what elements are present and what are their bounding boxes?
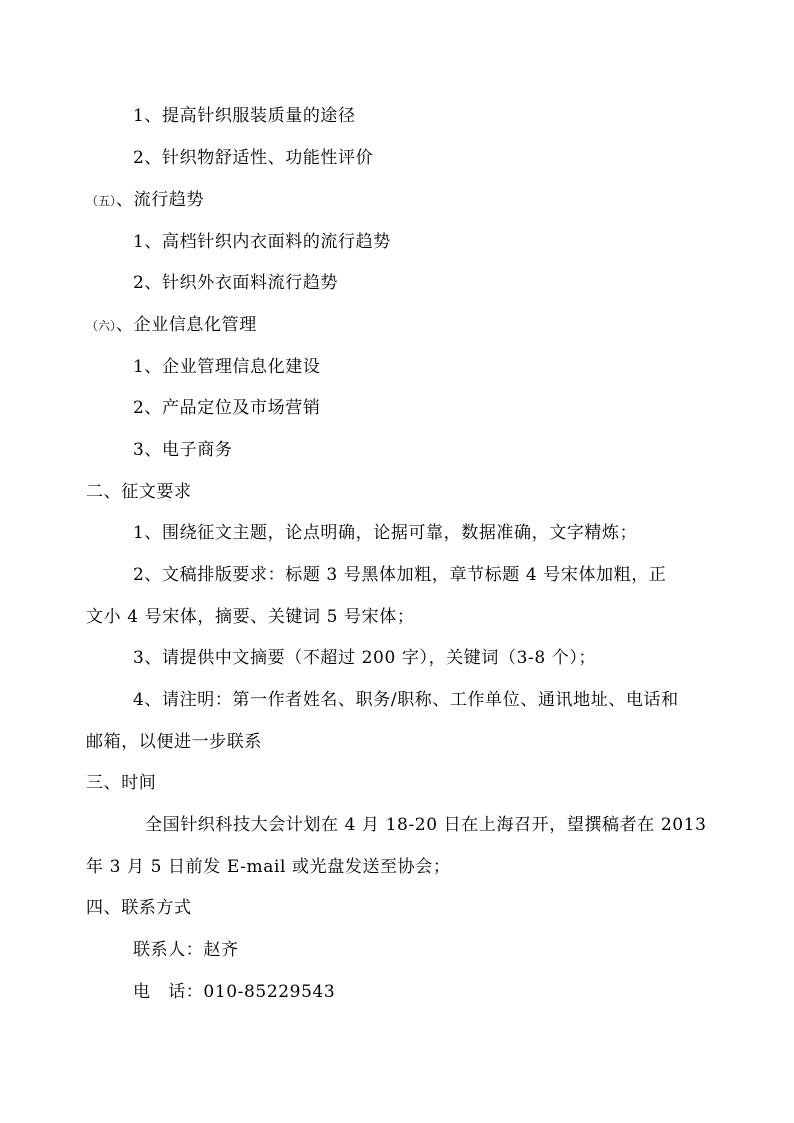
- contact-person: 联系人：赵齐: [133, 940, 239, 960]
- section-heading: 四、联系方式: [86, 898, 192, 918]
- section-heading: 三、时间: [86, 773, 157, 793]
- section-number: （五）: [86, 194, 117, 208]
- list-item: 1、企业管理信息化建设: [133, 357, 321, 377]
- list-item-continuation: 邮箱，以便进一步联系: [86, 732, 262, 752]
- list-item-continuation: 文小 4 号宋体，摘要、关键词 5 号宋体；: [86, 607, 415, 627]
- list-item: 1、高档针织内衣面料的流行趋势: [133, 232, 391, 252]
- list-item: 1、提高针织服装质量的途径: [133, 106, 356, 126]
- list-item: 2、文稿排版要求：标题 3 号黑体加粗，章节标题 4 号宋体加粗，正: [133, 565, 667, 585]
- list-item: 2、产品定位及市场营销: [133, 398, 321, 418]
- paragraph-continuation: 年 3 月 5 日前发 E-mail 或光盘发送至协会；: [86, 857, 451, 877]
- section-number: （六）: [86, 319, 117, 333]
- list-item: 2、针织外衣面料流行趋势: [133, 273, 339, 293]
- paragraph: 全国针织科技大会计划在 4 月 18-20 日在上海召开，望撰稿者在 2013: [145, 815, 707, 835]
- list-item: 1、围绕征文主题，论点明确，论据可靠，数据准确，文字精炼；: [133, 523, 638, 543]
- section-heading: [86, 315, 257, 336]
- list-item: 4、请注明：第一作者姓名、职务/职称、工作单位、通讯地址、电话和: [133, 690, 679, 710]
- section-heading: 二、征文要求: [86, 482, 192, 502]
- section-heading-text: 、流行趋势: [116, 190, 205, 210]
- list-item: 2、针织物舒适性、功能性评价: [133, 148, 374, 168]
- section-heading: [86, 190, 204, 211]
- section-heading-text: 、企业信息化管理: [116, 315, 257, 335]
- list-item: 3、电子商务: [133, 440, 233, 460]
- list-item: 3、请提供中文摘要（不超过 200 字），关键词（3-8 个）；: [133, 648, 597, 668]
- contact-phone: 电 话：010-85229543: [133, 982, 336, 1002]
